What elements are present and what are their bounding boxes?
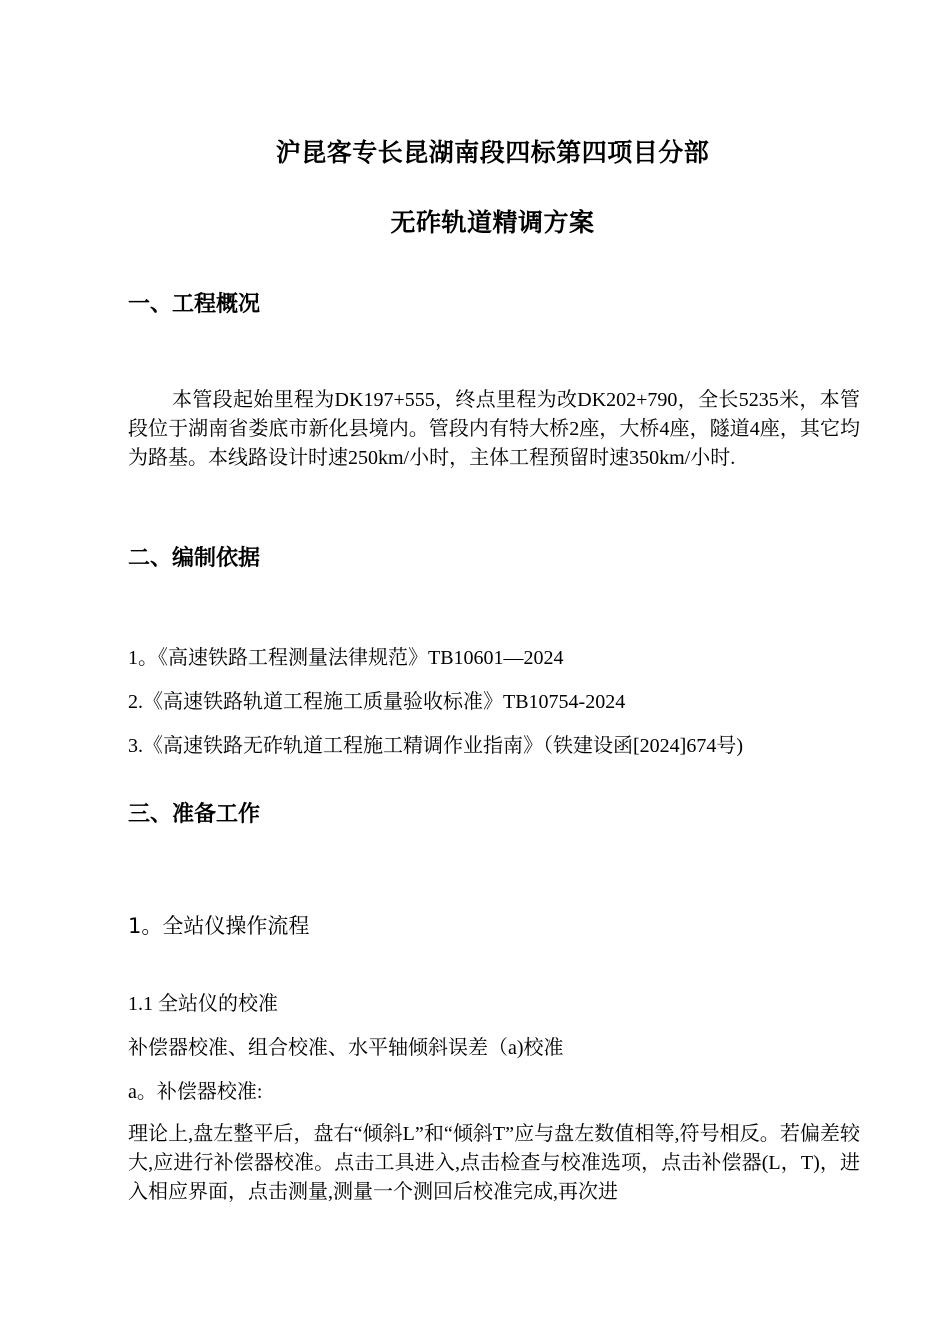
basis-item-3: 3.《高速铁路无砟轨道工程施工精调作业指南》（铁建设函[2024]674号) [128, 735, 743, 757]
section-heading-overview: 一、工程概况 [128, 292, 261, 317]
overview-paragraph: 本管段起始里程为DK197+555，终点里程为改DK202+790，全长5235米，本管段位于湖南省娄底市新化县境内。管段内有特大桥2座，大桥4座，隧道4座，其它均为路基。本线路设计时速250km/小时，主体工程预留时速350km/小时. [128, 389, 860, 469]
document-title-line1: 沪昆客专长昆湖南段四标第四项目分部 [275, 138, 710, 167]
section-heading-basis: 二、编制依据 [128, 546, 261, 571]
basis-item-2: 2.《高速铁路轨道工程施工质量验收标准》TB10754-2024 [128, 691, 626, 713]
compensator-heading: a。补偿器校准: [128, 1081, 263, 1103]
compensator-paragraph: 理论上,盘左整平后，盘右“倾斜L”和“倾斜T”应与盘左数值相等,符号相反。若偏差较大,应进行补偿器校准。点击工具进入,点击检查与校准选项，点击补偿器(L，T)，进入相应界面，点击测量,测量一个测回后校准完成,再次进 [128, 1123, 860, 1203]
section-heading-preparation: 三、准备工作 [128, 802, 261, 827]
basis-item-1: 1。《高速铁路工程测量法律规范》TB10601—2024 [128, 647, 564, 669]
document-title-line2: 无砟轨道精调方案 [390, 208, 595, 237]
calibration-list-line: 补偿器校准、组合校准、水平轴倾斜误差（a)校准 [128, 1037, 564, 1059]
subsection-heading-calibration: 1.1 全站仪的校准 [128, 993, 278, 1015]
subsection-heading-total-station: 1。全站仪操作流程 [128, 914, 310, 938]
